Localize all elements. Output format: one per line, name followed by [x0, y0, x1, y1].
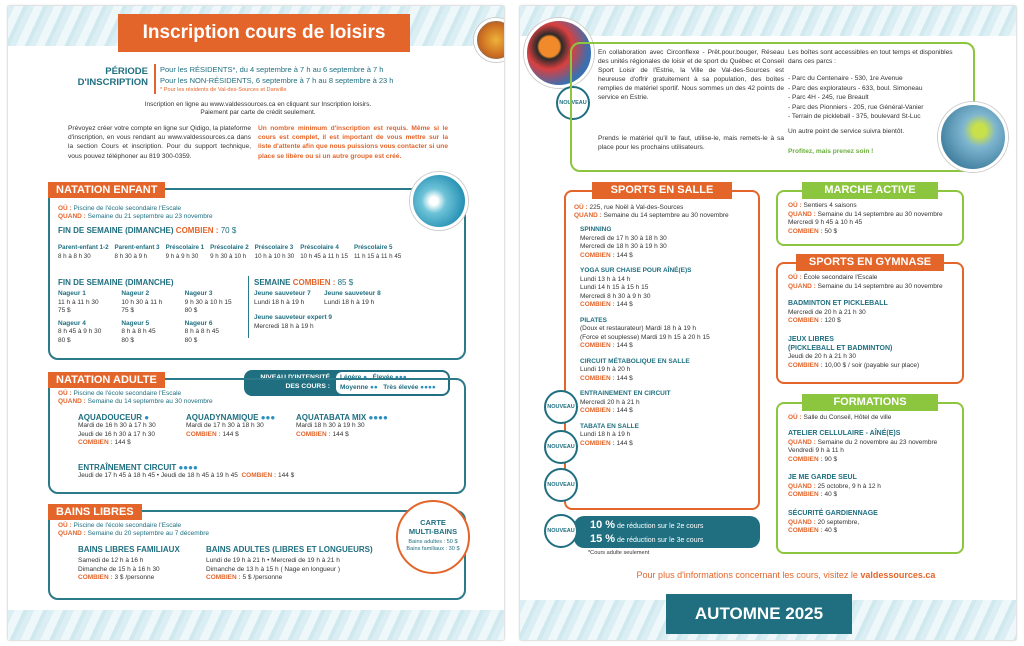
page-title: Inscription cours de loisirs: [118, 14, 410, 52]
course-item: [580, 423, 756, 449]
periode-divider: [154, 64, 156, 94]
course-schedule: (Force et souplesse) Mardi 19 h 15 à 20 h 15: [580, 333, 710, 341]
pickleball-photo: [938, 102, 1008, 172]
nageur-price: 80 $: [184, 307, 198, 314]
formations-header: FORMATIONS: [802, 394, 938, 411]
natation-adulte-header: NATATION ADULTE: [48, 372, 165, 388]
right-page: [520, 6, 1016, 640]
course-schedule: Mercredi de 17 h 30 à 18 h 30: [580, 234, 667, 242]
course-item: [580, 317, 756, 351]
course-price: COMBIEN : 144 $: [580, 374, 633, 382]
another-point: Un autre point de service suivra bientôt.: [788, 128, 905, 135]
footer-info: Pour plus d'informations concernant les cours, visitez le valdessources.ca: [636, 570, 936, 580]
nageur-item: [185, 320, 248, 346]
na-quand: QUAND : Semaine du 14 septembre au 30 novembre: [58, 398, 213, 405]
nageur-item: [121, 290, 184, 316]
online-line: Inscription en ligne au www.valdessources.ca en cliquant sur Inscription loisirs.: [144, 101, 372, 108]
nageur-price: 75 $: [58, 307, 71, 314]
course-name: ENTRAINEMENT EN CIRCUIT: [580, 390, 671, 397]
course-schedule: Lundi 14 h 15 à 15 h 15: [580, 284, 649, 291]
aquatabata: AQUATABATA MIX ●●●● Mardi 18 h 30 à 19 h 30 COMBIEN : 144 $: [296, 413, 388, 438]
ne-group-time: 8 h 30 à 9 h: [114, 252, 148, 260]
nageur-item: [185, 290, 248, 316]
intensity-title: NIVEAU D'INTENSITÉ DES COURS :: [260, 374, 330, 390]
water-banner-top-right: [520, 6, 1016, 36]
carte-multi-bains: CARTE MULTI-BAINS Bains adultes : 50 $ Bains familiaux : 30 $: [396, 500, 470, 574]
ne-group-name: Parent-enfant 3: [114, 244, 160, 251]
ne-nageurs-grid: [58, 290, 248, 345]
course-name: CIRCUIT MÉTABOLIQUE EN SALLE: [580, 357, 690, 365]
ne-semaine: SEMAINE COMBIEN : 85 $: [254, 278, 354, 287]
drop-icon: ●●●●: [420, 384, 436, 391]
ne-group-item: [166, 244, 205, 261]
parks-list: [788, 74, 968, 122]
aquadynamique: AQUADYNAMIQUE ●●● Mardi de 17 h 30 à 18 h 30 COMBIEN : 144 $: [186, 413, 276, 438]
nageur-time: 8 h à 8 h 45: [184, 328, 219, 335]
aquadouceur: AQUADOUCEUR ● Mardi de 16 h 30 à 17 h 30 Jeudi de 16 h 30 à 17 h 30 COMBIEN : 144 $: [78, 413, 156, 446]
reduction-banner: 10 % de réduction sur le 2e cours 15 % de réduction sur le 3e cours: [574, 516, 760, 548]
course-name: SPINNING: [580, 226, 612, 233]
park-item: - Parc du Centenaire - 530, 1re Avenue: [788, 75, 903, 82]
nouveau-badge-entrainement: NOUVEAU: [544, 430, 578, 464]
park-item: - Terrain de pickleball - 375, boulevard St-Luc: [788, 113, 921, 120]
ne-group-time: 8 h à 8 h 30: [58, 252, 91, 260]
course-item: [580, 358, 756, 384]
ne-group-name: Parent-enfant 1-2: [58, 244, 109, 251]
drop-icon: ●●●: [394, 374, 407, 381]
nageur-name: Nageur 3: [184, 290, 213, 297]
drop-icon: ●●●●: [178, 463, 198, 472]
course-schedule: Lundi 13 h à 14 h: [580, 275, 631, 283]
sauveteur-8: Jeune sauveteur 8 Lundi 18 h à 19 h: [324, 290, 381, 306]
ne-fds1: FIN DE SEMAINE (DIMANCHE) COMBIEN : 70 $: [58, 226, 237, 235]
reduction-note: *Cours adulte seulement: [588, 550, 650, 556]
nageur-item: [58, 290, 121, 316]
course-price: COMBIEN : 144 $: [580, 407, 633, 414]
nageur-price: 80 $: [184, 336, 198, 344]
course-price: COMBIEN : 144 $: [580, 301, 633, 308]
ne-group-item: [58, 244, 109, 261]
non-residents-line: Pour les NON-RÉSIDENTS, 6 septembre à 7 h au 8 septembre à 23 h: [160, 76, 394, 85]
course-schedule: (Doux et restaurateur) Mardi 18 h à 19 h: [580, 325, 696, 332]
ne-group-name: Préscolaire 4: [300, 244, 339, 251]
course-name: PILATES: [580, 316, 607, 324]
marche-active-header: MARCHE ACTIVE: [802, 182, 938, 199]
payment-line: Paiement par carte de crédit seulement.: [200, 109, 316, 116]
footer-link[interactable]: valdessources.ca: [860, 570, 936, 580]
drop-icon: ●●●●: [368, 413, 388, 422]
sauveteur-7: Jeune sauveteur 7 Lundi 18 h à 19 h: [254, 290, 311, 306]
ne-group-name: Préscolaire 5: [353, 244, 393, 251]
nageur-name: Nageur 2: [121, 290, 150, 297]
bl-ou: OÙ : Piscine de l'école secondaire l'Escale: [58, 522, 182, 529]
nageur-item: [121, 320, 184, 346]
course-price: COMBIEN : 144 $: [580, 439, 633, 447]
ne-group-time: 11 h 15 à 11 h 45: [353, 252, 402, 260]
ne-group-item: [210, 244, 249, 261]
nouveau-badge-circuit: NOUVEAU: [544, 390, 578, 424]
ma-details: OÙ : Sentiers 4 saisons QUAND : Semaine du 14 septembre au 30 novembre Mercredi 9 h 45 à 10 h 45 COMBIEN : 50 $: [788, 202, 943, 235]
ne-group-item: [255, 244, 295, 261]
nageur-price: 80 $: [58, 336, 71, 344]
ne-group-item: [354, 244, 401, 261]
nageur-time: 10 h 30 à 11 h: [121, 298, 163, 306]
securite-block: SÉCURITÉ GARDIENNAGE QUAND : 20 septembre, COMBIEN : 40 $: [788, 510, 878, 534]
ss-quand: QUAND : Semaine du 14 septembre au 30 novembre: [574, 212, 729, 219]
ne-group-item: [115, 244, 160, 261]
sports-salle-courses: [580, 226, 756, 455]
boxes-title: Les boîtes sont accessibles en tout temps et disponibles dans ces parcs :: [788, 49, 953, 65]
drop-icon: ●: [363, 374, 368, 381]
course-item: [580, 267, 756, 310]
sauveteur-9: Jeune sauveteur expert 9 Mercredi 18 h à 19 h: [254, 314, 333, 330]
nouveau-badge-tabata: NOUVEAU: [544, 468, 578, 502]
nageur-time: 9 h 30 à 10 h 15: [184, 298, 232, 306]
ne-fds2-title: FIN DE SEMAINE (DIMANCHE): [58, 278, 174, 287]
nageur-item: [58, 320, 121, 346]
course-schedule: Mercredi de 18 h 30 à 19 h 30: [580, 243, 667, 250]
nouveau-badge-reduction: NOUVEAU: [544, 514, 578, 548]
park-item: - Parc 4H - 245, rue Breault: [788, 94, 869, 101]
minimum-paragraph: Un nombre minimum d'inscription est requis. Même si le cours est complet, il est important de vous mettre sur la liste d'attente afin que nous puissions vous contacter si une place se libère ou si un autre groupe est créé.: [258, 125, 448, 160]
ne-group-item: [300, 244, 348, 261]
ne-group-name: Préscolaire 1: [165, 244, 205, 251]
residents-note: * Pour les résidents de Val-des-Sources et Danville: [160, 87, 287, 93]
atelier-block: ATELIER CELLULAIRE - AÎNÉ(E)S QUAND : Semaine du 2 novembre au 23 novembre Vendredi 9 h à 11 h COMBIEN : 90 $: [788, 430, 938, 463]
nageur-time: 8 h à 8 h 45: [121, 328, 156, 335]
course-schedule: Mercredi 20 h à 21 h: [580, 398, 640, 406]
drop-icon: ●: [144, 413, 150, 422]
bains-adultes: BAINS ADULTES (LIBRES ET LONGUEURS) Lundi de 19 h à 21 h • Mercredi de 19 h à 21 h Dimanche de 13 h à 15 h ( Nage en longueur ) COMBIEN : 5 $ /personne: [206, 545, 373, 581]
ne-ou: OÙ : Piscine de l'école secondaire l'Escale: [58, 205, 182, 212]
drop-icon: ●●: [369, 384, 378, 391]
course-schedule: Lundi 19 h à 20 h: [580, 366, 631, 373]
qidigo-paragraph: Prévoyez créer votre compte en ligne sur Qidigo, la plateforme d'inscription, en vous rendant au www.valdessources.ca dans la section Cours et inscription. Pour du support technique, vous pouvez téléphoner au 819 300-0359.: [68, 125, 251, 160]
bains-libres-header: BAINS LIBRES: [48, 504, 142, 520]
course-schedule: Mercredi 8 h 30 à 9 h 30: [580, 292, 651, 300]
sg-ou-quand: OÙ : École secondaire l'Escale QUAND : Semaine du 14 septembre au 30 novembre: [788, 274, 943, 290]
periode-inscription-label: PÉRIODE D'INSCRIPTION: [77, 66, 148, 88]
na-ou: OÙ : Piscine de l'école secondaire l'Escale: [58, 390, 182, 397]
bains-familiaux: BAINS LIBRES FAMILIAUX Samedi de 12 h à 16 h Dimanche de 15 h à 16 h 30 COMBIEN : 3 $ /personne: [78, 545, 180, 581]
sports-salle-header: SPORTS EN SALLE: [592, 182, 732, 199]
nageur-name: Nageur 5: [121, 319, 150, 327]
course-item: [580, 226, 756, 260]
nageur-price: 80 $: [121, 336, 134, 344]
entrainement-circuit: ENTRAÎNEMENT CIRCUIT ●●●● Jeudi de 17 h 45 à 18 h 45 • Jeudi de 18 h 45 à 19 h 45 COMBIEN : 144 $: [78, 463, 295, 479]
intro-paragraph-2: Prends le matériel qu'il te faut, utilise-le, mais remets-le à sa place pour les prochains utilisateurs.: [598, 135, 784, 151]
course-schedule: Lundi 18 h à 19 h: [580, 431, 631, 438]
water-banner-bottom: [8, 610, 504, 640]
course-name: TABATA EN SALLE: [580, 422, 639, 430]
course-item: [580, 390, 756, 416]
drop-icon: ●●●: [260, 413, 276, 422]
intensity-levels: Légère ● Élevée ●●● Moyenne ●● Très élevée ●●●●: [336, 372, 448, 394]
course-price: COMBIEN : 144 $: [580, 342, 633, 349]
ne-group-time: 9 h à 9 h 30: [165, 252, 199, 260]
nageur-name: Nageur 1: [58, 290, 86, 297]
ne-group-name: Préscolaire 3: [254, 244, 294, 251]
ne-group-time: 9 h 30 à 10 h: [210, 252, 247, 260]
ss-ou: OÙ : 225, rue Noël à Val-des-Sources: [574, 204, 684, 211]
intro-paragraph: En collaboration avec Circonflexe - Prêt.pour.bouger, Réseau des unités régionales de loisir et de sport du Québec et Conseil Sport Loisir de l'Estrie, la Ville de Val-des-Sources est heureuse d'offrir gratuitement à sa population, des boîtes remplies de matériel sportif. Nous sommes un des 42 points de service en Estrie.: [598, 49, 784, 101]
ne-group-time: 10 h à 10 h 30: [254, 252, 295, 260]
course-price: COMBIEN : 144 $: [580, 251, 633, 259]
sports-gymnase-header: SPORTS EN GYMNASE: [796, 254, 944, 271]
nageur-time: 8 h 45 à 9 h 30: [58, 328, 102, 335]
formations-ou: OÙ : Salle du Conseil, Hôtel de ville: [788, 414, 892, 421]
park-item: - Parc des explorateurs - 633, boul. Simoneau: [788, 84, 923, 92]
profitez: Profitez, mais prenez soin !: [788, 148, 874, 155]
nageur-name: Nageur 6: [184, 319, 213, 327]
nageur-time: 11 h à 11 h 30: [58, 298, 99, 306]
residents-line: Pour les RÉSIDENTS*, du 4 septembre à 7 h au 6 septembre à 7 h: [160, 65, 384, 74]
ne-vertical-divider: [248, 276, 249, 338]
swimmer-photo: [410, 172, 468, 230]
nageur-price: 75 $: [121, 307, 134, 314]
garde-block: JE ME GARDE SEUL QUAND : 25 octobre, 9 h à 12 h COMBIEN : 40 $: [788, 474, 881, 498]
bl-quand: QUAND : Semaine du 20 septembre au 7 décembre: [58, 530, 210, 537]
automne-banner: AUTOMNE 2025: [666, 594, 852, 634]
badminton-block: BADMINTON ET PICKLEBALL Mercredi de 20 h à 21 h 30 COMBIEN : 120 $: [788, 300, 888, 324]
natation-enfant-header: NATATION ENFANT: [48, 182, 165, 198]
ne-quand: QUAND : Semaine du 21 septembre au 23 novembre: [58, 213, 213, 220]
ne-groups-row: [58, 244, 468, 261]
sports-photo-top-right: [474, 18, 504, 62]
jeux-libres-block: JEUX LIBRES (PICKLEBALL ET BADMINTON) Jeudi de 20 h à 21 h 30 COMBIEN : 10,00 $ / soir (payable sur place): [788, 336, 920, 369]
left-page: [8, 6, 504, 640]
course-name: YOGA SUR CHAISE POUR AÎNÉ(E)S: [580, 267, 692, 274]
park-item: - Parc des Pionniers - 205, rue Général-Vanier: [788, 103, 924, 111]
ne-group-time: 10 h 45 à 11 h 15: [300, 252, 348, 260]
nageur-name: Nageur 4: [58, 319, 86, 327]
ne-group-name: Préscolaire 2: [210, 244, 249, 251]
nouveau-badge: NOUVEAU: [556, 86, 590, 120]
